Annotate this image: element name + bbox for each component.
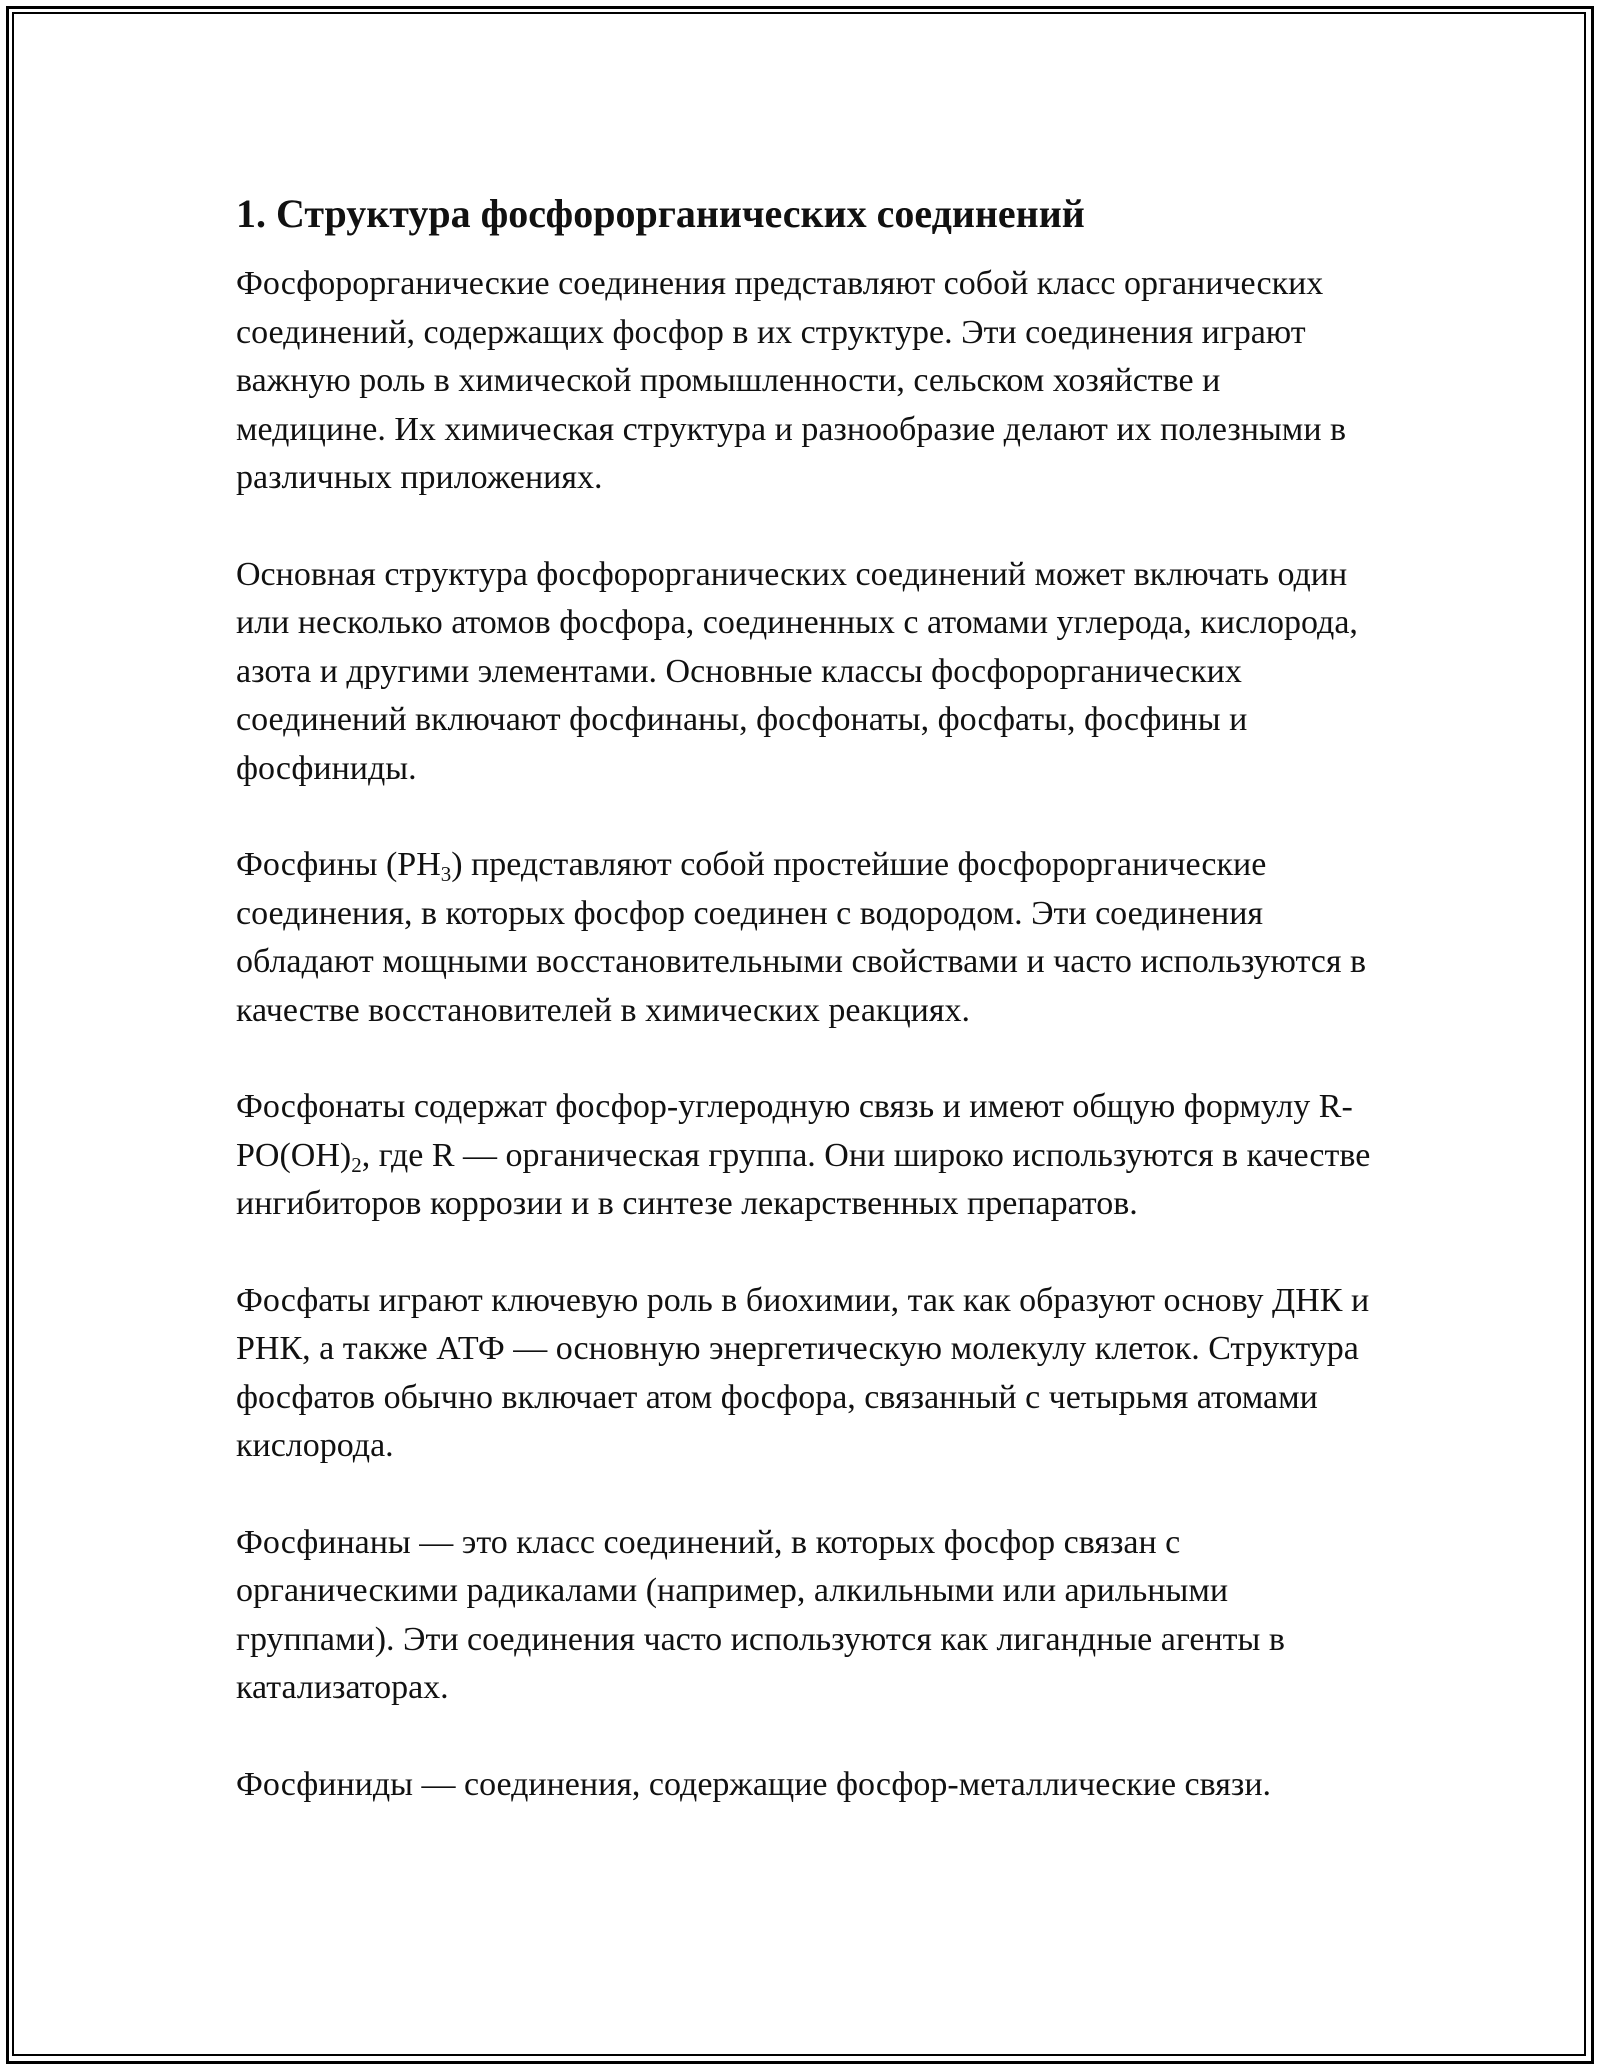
phosphines-text-start: Фосфины (PH xyxy=(236,846,441,883)
section-title: 1. Структура фосфорорганических соединений xyxy=(236,191,1085,236)
phosphonates-text-end: , где R — органическая группа. Они широко используются в качестве ингибиторов коррозии и в синтезе лекарственных препаратов. xyxy=(236,1136,1371,1222)
paragraph-phosphates: Фосфаты играют ключевую роль в биохимии, так как образуют основу ДНК и РНК, а также АТФ — основную энергетическую молекулу клеток. Структура фосфатов обычно включает атом фосфора, связанный с четырьмя атомами кислорода. xyxy=(236,1281,1370,1464)
phosphonates-subscript: 2 xyxy=(351,1152,362,1177)
phosphonates-text-start: Фосфонаты содержат фосфор-углеродную связь и имеют общую формулу R-PO(OH) xyxy=(236,1088,1353,1174)
paragraph-structure: Основная структура фосфорорганических соединений может включать один или несколько атомов фосфора, соединенных с атомами углерода, кислорода, азота и другими элементами. Основные классы фосфорорганических соединений включают фосфинаны, фосфонаты, фосфаты, фосфины и фосфиниды. xyxy=(236,555,1358,787)
paragraph-phosphonates xyxy=(236,1083,1376,1229)
document-body xyxy=(236,186,1376,1809)
phosphines-subscript: 3 xyxy=(440,862,452,886)
paragraph-phosphinides: Фосфиниды — соединения, содержащие фосфор-металлические связи. xyxy=(236,1765,1272,1803)
phosphines-text-end: ) представляют собой простейшие фосфорорганические соединения, в которых фосфор соединен с водородом. Эти соединения обладают мощными восстановительными свойствами и часто используются в качестве восстановителей в химических реакциях. xyxy=(236,846,1367,1029)
paragraph-phosphinanes: Фосфинаны — это класс соединений, в которых фосфор связан с органическими радикалами (например, алкильными или арильными группами). Эти соединения часто используются как лигандные агенты в катализаторах. xyxy=(236,1523,1285,1706)
paragraph-phosphines xyxy=(236,841,1376,1035)
paragraph-intro: Фосфорорганические соединения представляют собой класс органических соединений, содержащих фосфор в их структуре. Эти соединения играют важную роль в химической промышленности, сельском хозяйстве и медицине. Их химическая структура и разнообразие делают их полезными в различных приложениях. xyxy=(236,265,1347,496)
